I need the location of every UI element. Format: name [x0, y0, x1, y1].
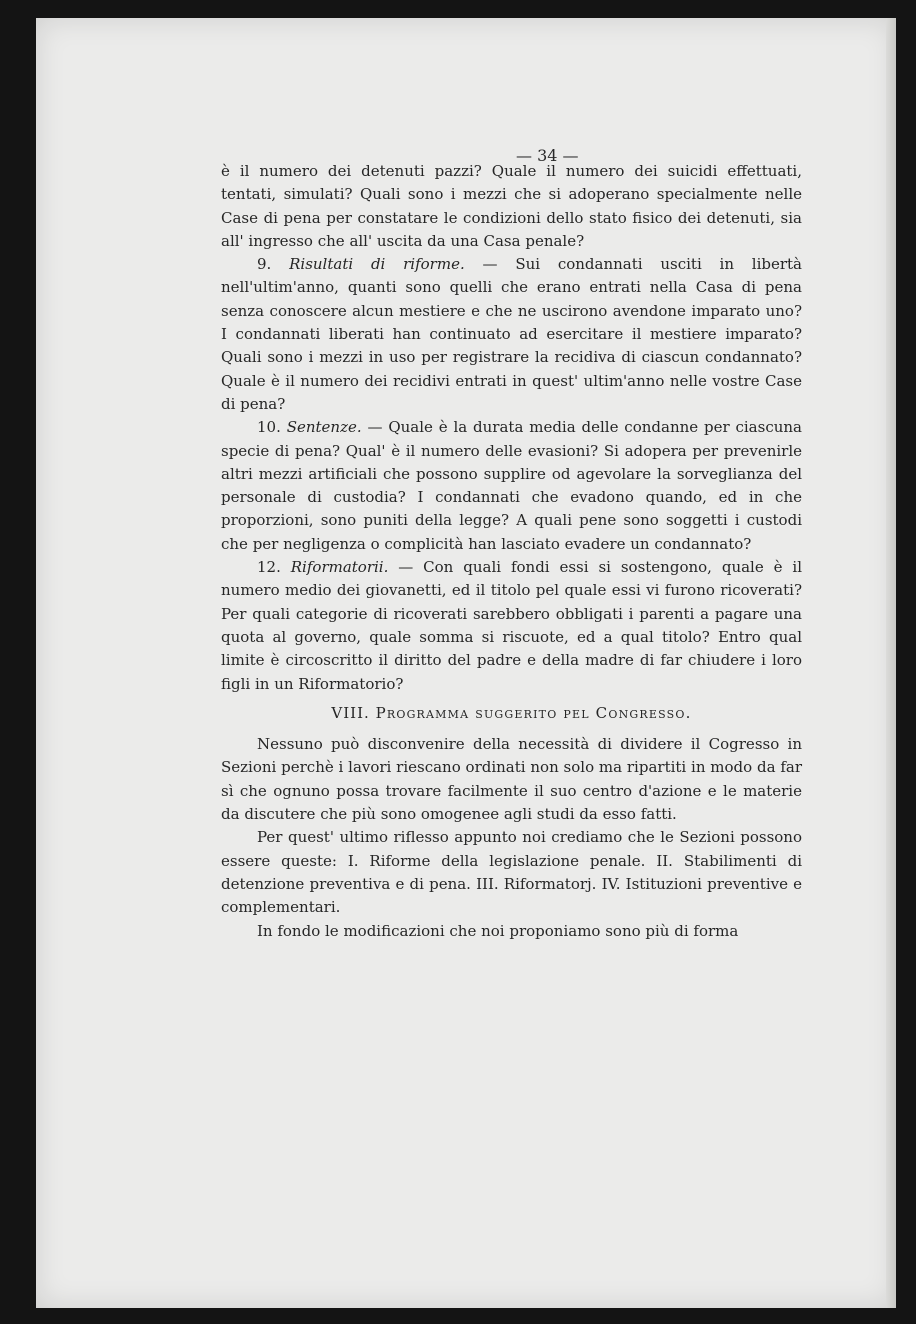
- page-number: — 34 —: [516, 146, 579, 165]
- item-title: Sentenze.: [286, 418, 362, 437]
- section-number: VIII.: [331, 703, 370, 722]
- item-body: — Con quali fondi essi si sostengono, quale è il numero medio dei giovanetti, ed il titolo pel quale essi vi furono ricoverati? Per quali categorie di ricoverati sarebbero obbligati i parenti a pagare una quota al governo, quale somma si riscuote, ed a qual titolo? Entro qual limite è circoscritto il diritto del padre e della madre di far chiudere i loro figli in un Riformatorio?: [221, 558, 802, 693]
- page-text: [221, 160, 802, 943]
- item-number: 9.: [257, 255, 272, 274]
- item-title: Risultati di riforme.: [289, 255, 465, 274]
- paragraph-1: è il numero dei detenuti pazzi? Quale il numero dei suicidi effettuati, tentati, simulati? Quali sono i mezzi che si adoperano specialmente nelle Case di pena per constatare le condizioni dello stato fisico dei detenuti, sia all' ingresso che all' uscita da una Casa penale?: [221, 162, 802, 250]
- paragraph-6: Per quest' ultimo riflesso appunto noi crediamo che le Sezioni possono essere queste: I. Riforme della legislazione penale. II. Stabilimenti di detenzione preventiva e di pena. III. Riformatorj. IV. Istituzioni preventive e complementari.: [221, 828, 802, 917]
- paragraph-10: [221, 416, 802, 556]
- section-title: Programma suggerito pel Congresso.: [375, 703, 692, 722]
- paragraph-12: [221, 556, 802, 696]
- item-body: — Quale è la durata media delle condanne per ciascuna specie di pena? Qual' è il numero delle evasioni? Si adopera per prevenirle altri mezzi artificiali che possono supplire od agevolare la sorveglianza del personale di custodia? I condannati che evadono quando, ed in che proporzioni, sono puniti della legge? A quali pene sono soggetti i custodi che per negligenza o complicità han lasciato evadere un condannato?: [221, 418, 802, 553]
- paragraph-9: [221, 253, 802, 416]
- paragraph-7: In fondo le modificazioni che noi proponiamo sono più di forma: [257, 921, 739, 940]
- paragraph-5: Nessuno può disconvenire della necessità di dividere il Cogresso in Sezioni perchè i lavori riescano ordinati non solo ma ripartiti in modo da far sì che ognuno possa trovare facilmente il suo centro d'azione e le materie da discutere che più sono omogenee agli studi da esso fatti.: [221, 735, 802, 824]
- item-body: — Sui condannati usciti in libertà nell'ultim'anno, quanti sono quelli che erano entrati nella Casa di pena senza conoscere alcun mestiere e che ne uscirono avendone imparato uno? I condannati liberati han continuato ad esercitare il mestiere imparato? Quali sono i mezzi in uso per registrare la recidiva di ciascun condannato? Quale è il numero dei recidivi entrati in quest' ultim'anno nelle vostre Case di pena?: [221, 255, 802, 413]
- section-heading: [221, 702, 802, 725]
- item-number: 12.: [257, 558, 281, 577]
- item-number: 10.: [257, 418, 281, 437]
- page-edge: [886, 18, 896, 1308]
- item-title: Riformatorii.: [290, 558, 389, 577]
